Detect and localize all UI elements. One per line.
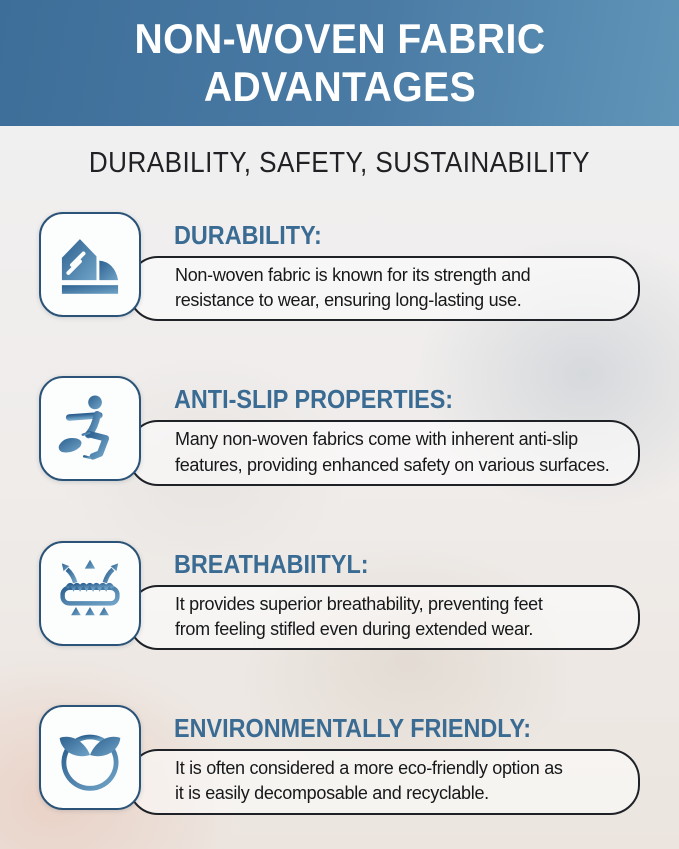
sections-list <box>0 200 679 815</box>
section-content <box>128 705 640 814</box>
eco-sprout-icon <box>39 705 141 810</box>
body-line: It provides superior breathability, preventing feet <box>175 593 543 614</box>
section-content <box>128 541 640 650</box>
body-line: It is often considered a more eco-friendly option as <box>175 758 563 779</box>
section-body <box>128 256 640 321</box>
body-line: resistance to wear, ensuring long-lasting use. <box>175 290 522 311</box>
section-heading: ANTI-SLIP PROPERTIES: <box>174 384 454 415</box>
section-environment <box>39 705 640 814</box>
body-line: from feeling stifled even during extended wear. <box>175 618 534 639</box>
section-heading: BREATHABIITYL: <box>174 548 369 579</box>
body-line: Many non-woven fabrics come with inherent anti-slip <box>175 429 578 450</box>
boot-icon <box>39 212 141 317</box>
section-heading: DURABILITY: <box>174 220 322 250</box>
subtitle-band <box>0 126 679 200</box>
section-anti-slip <box>39 376 640 485</box>
subtitle: DURABILITY, SAFETY, SUSTAINABILITY <box>88 146 591 179</box>
body-line: features, providing enhanced safety on various surfaces. <box>175 454 610 475</box>
header-banner <box>0 0 679 126</box>
section-content <box>128 212 640 321</box>
page-title <box>134 15 545 111</box>
section-durability <box>39 212 640 321</box>
body-line: it is easily decomposable and recyclable. <box>175 783 489 804</box>
section-body <box>128 420 640 485</box>
body-line: Non-woven fabric is known for its strength and <box>175 265 531 285</box>
section-body <box>128 749 640 814</box>
section-content <box>128 376 640 485</box>
title-line-1: NON-WOVEN FABRIC <box>133 15 546 62</box>
section-breathability <box>39 541 640 650</box>
title-line-2: ADVANTAGES <box>203 63 476 110</box>
section-body <box>128 585 640 650</box>
breathability-arrows-icon <box>39 541 141 646</box>
slipping-person-icon <box>39 376 141 481</box>
section-heading: ENVIRONMENTALLY FRIENDLY: <box>174 713 532 744</box>
